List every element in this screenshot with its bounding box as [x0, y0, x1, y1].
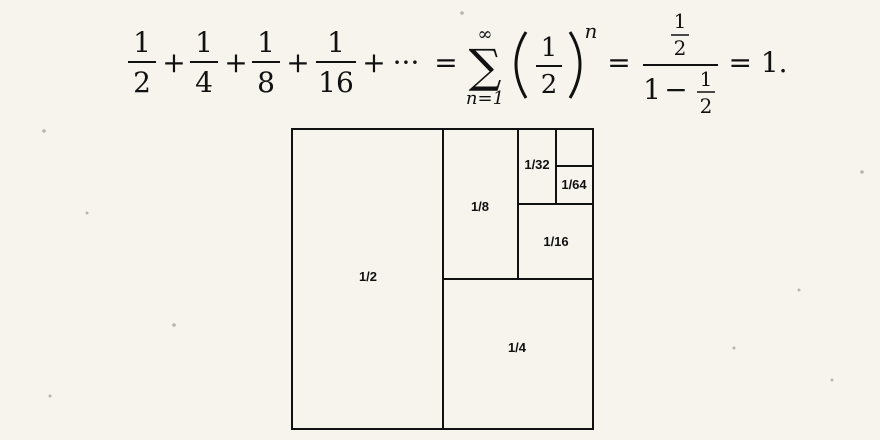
equals-sign: =	[434, 46, 458, 79]
region-sixteenth	[518, 204, 593, 279]
denominator: 16	[318, 66, 354, 99]
label-thirty-second: 1/32	[524, 157, 550, 172]
base-numerator: 1	[540, 33, 558, 63]
left-paren	[516, 32, 526, 98]
fraction-one-half	[128, 26, 156, 99]
sum-upper-limit: ∞	[477, 24, 493, 45]
label-eighth: 1/8	[470, 199, 490, 214]
series-formula	[0, 0, 880, 125]
denominator: 8	[257, 66, 275, 99]
region-quarter	[443, 279, 593, 429]
equals-sign: =	[607, 46, 631, 79]
numerator: 1	[327, 26, 345, 59]
speck	[831, 379, 834, 382]
speck	[860, 170, 864, 174]
numerator: 1	[133, 26, 151, 59]
closed-form-fraction	[643, 9, 718, 118]
numerator: 1	[195, 26, 213, 59]
denominator: 2	[133, 66, 151, 99]
speck	[49, 395, 52, 398]
sigma-icon: ∑	[468, 39, 502, 93]
label-sixteenth: 1/16	[543, 234, 569, 249]
fraction-one-sixteenth	[316, 26, 356, 99]
outer-square	[292, 129, 593, 429]
plus-sign: +	[362, 46, 386, 79]
fraction-one-quarter	[190, 26, 218, 99]
region-thirty-second	[518, 129, 556, 204]
inner-numerator: 1	[699, 67, 713, 91]
label-quarter: 1/4	[507, 340, 527, 355]
exponent: n	[584, 19, 598, 43]
fraction-one-eighth	[252, 26, 280, 99]
minus-sign: −	[664, 73, 688, 106]
ratio-numerator-bottom: 2	[673, 36, 687, 60]
result: = 1.	[728, 46, 788, 79]
inner-denominator: 2	[699, 94, 713, 118]
ratio-denominator-lead: 1	[643, 73, 661, 106]
speck	[86, 212, 89, 215]
region-sixty-fourth	[556, 166, 593, 204]
ellipsis: ···	[392, 46, 420, 79]
plus-sign: +	[286, 46, 310, 79]
summation	[466, 24, 504, 109]
region-half	[292, 129, 443, 429]
speck	[798, 289, 801, 292]
right-paren	[570, 32, 580, 98]
speck	[42, 129, 46, 133]
speck	[172, 323, 176, 327]
region-eighth	[443, 129, 518, 279]
base-denominator: 2	[540, 70, 558, 100]
label-half: 1/2	[358, 269, 378, 284]
plus-sign: +	[224, 46, 248, 79]
numerator: 1	[257, 26, 275, 59]
power-term	[516, 19, 597, 100]
plus-sign: +	[162, 46, 186, 79]
denominator: 4	[195, 66, 213, 99]
speck	[733, 347, 736, 350]
ratio-numerator-top: 1	[673, 9, 687, 33]
label-sixty-fourth: 1/64	[561, 177, 587, 192]
sum-lower-limit: n=1	[465, 88, 505, 109]
